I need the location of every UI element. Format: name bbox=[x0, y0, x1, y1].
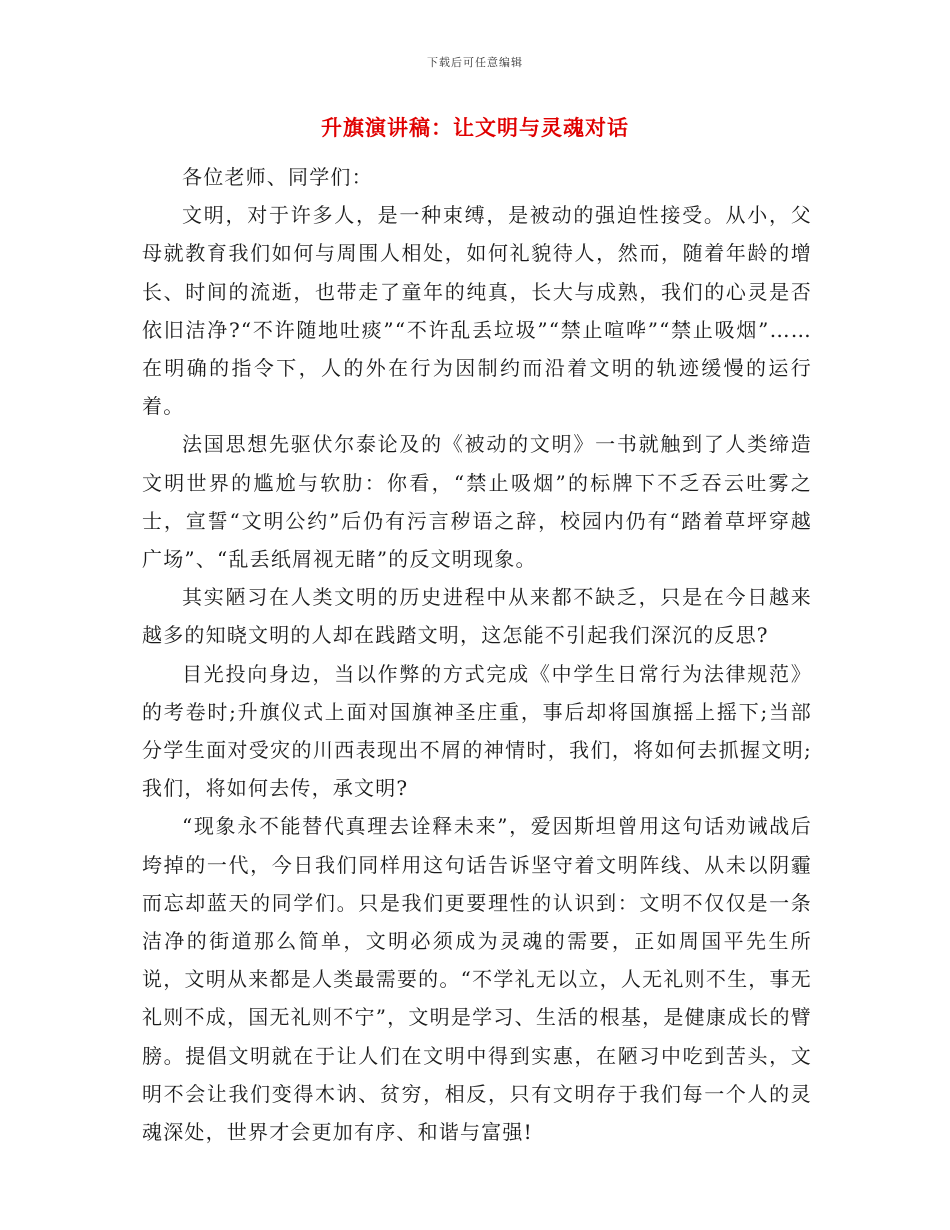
speech-title: 升旗演讲稿：让文明与灵魂对话 bbox=[321, 115, 629, 140]
header-note: 下载后可任意编辑 bbox=[427, 56, 523, 69]
paragraph: 文明，对于许多人，是一种束缚，是被动的强迫性接受。从小，父母就教育我们如何与周围人相处，如何礼貌待人，然而，随着年龄的增长、时间的流逝，也带走了童年的纯真，长大与成熟，我们的心灵是否依旧洁净?“不许随地吐痰”“不许乱丢垃圾”“禁止喧哗”“禁止吸烟”……在明确的指令下，人的外在行为因制约而沿着文明的轨迹缓慢的运行着。 bbox=[142, 203, 812, 419]
paragraph: “现象永不能替代真理去诠释未来”，爱因斯坦曾用这句话劝诫战后垮掉的一代，今日我们同样用这句话告诉坚守着文明阵线、从未以阴霾而忘却蓝天的同学们。只是我们更要理性的认识到：文明不仅仅是一条洁净的街道那么简单，文明必须成为灵魂的需要，正如周国平先生所说，文明从来都是人类最需要的。“不学礼无以立，人无礼则不生，事无礼则不成，国无礼则不宁”，文明是学习、生活的根基，是健康成长的臂膀。提倡文明就在于让人们在文明中得到实惠，在陋习中吃到苦头，文明不会让我们变得木讷、贫穷，相反，只有文明存于我们每一个人的灵魂深处，世界才会更加有序、和谐与富强! bbox=[142, 814, 812, 1145]
speech-body bbox=[142, 158, 812, 1151]
paragraph: 法国思想先驱伏尔泰论及的《被动的文明》一书就触到了人类缔造文明世界的尴尬与软肋：你看，“禁止吸烟”的标牌下不乏吞云吐雾之士，宣誓“文明公约”后仍有污言秽语之辞，校园内仍有“踏着草坪穿越广场”、“乱丢纸屑视无睹”的反文明现象。 bbox=[142, 432, 812, 572]
paragraph: 其实陋习在人类文明的历史进程中从来都不缺乏，只是在今日越来越多的知晓文明的人却在践踏文明，这怎能不引起我们深沉的反思? bbox=[142, 585, 812, 648]
paragraph: 目光投向身边，当以作弊的方式完成《中学生日常行为法律规范》的考卷时;升旗仪式上面对国旗神圣庄重，事后却将国旗摇上摇下;当部分学生面对受灾的川西表现出不屑的神情时，我们，将如何去抓握文明;我们，将如何去传，承文明? bbox=[142, 661, 812, 801]
salutation: 各位老师、同学们： bbox=[182, 165, 373, 189]
